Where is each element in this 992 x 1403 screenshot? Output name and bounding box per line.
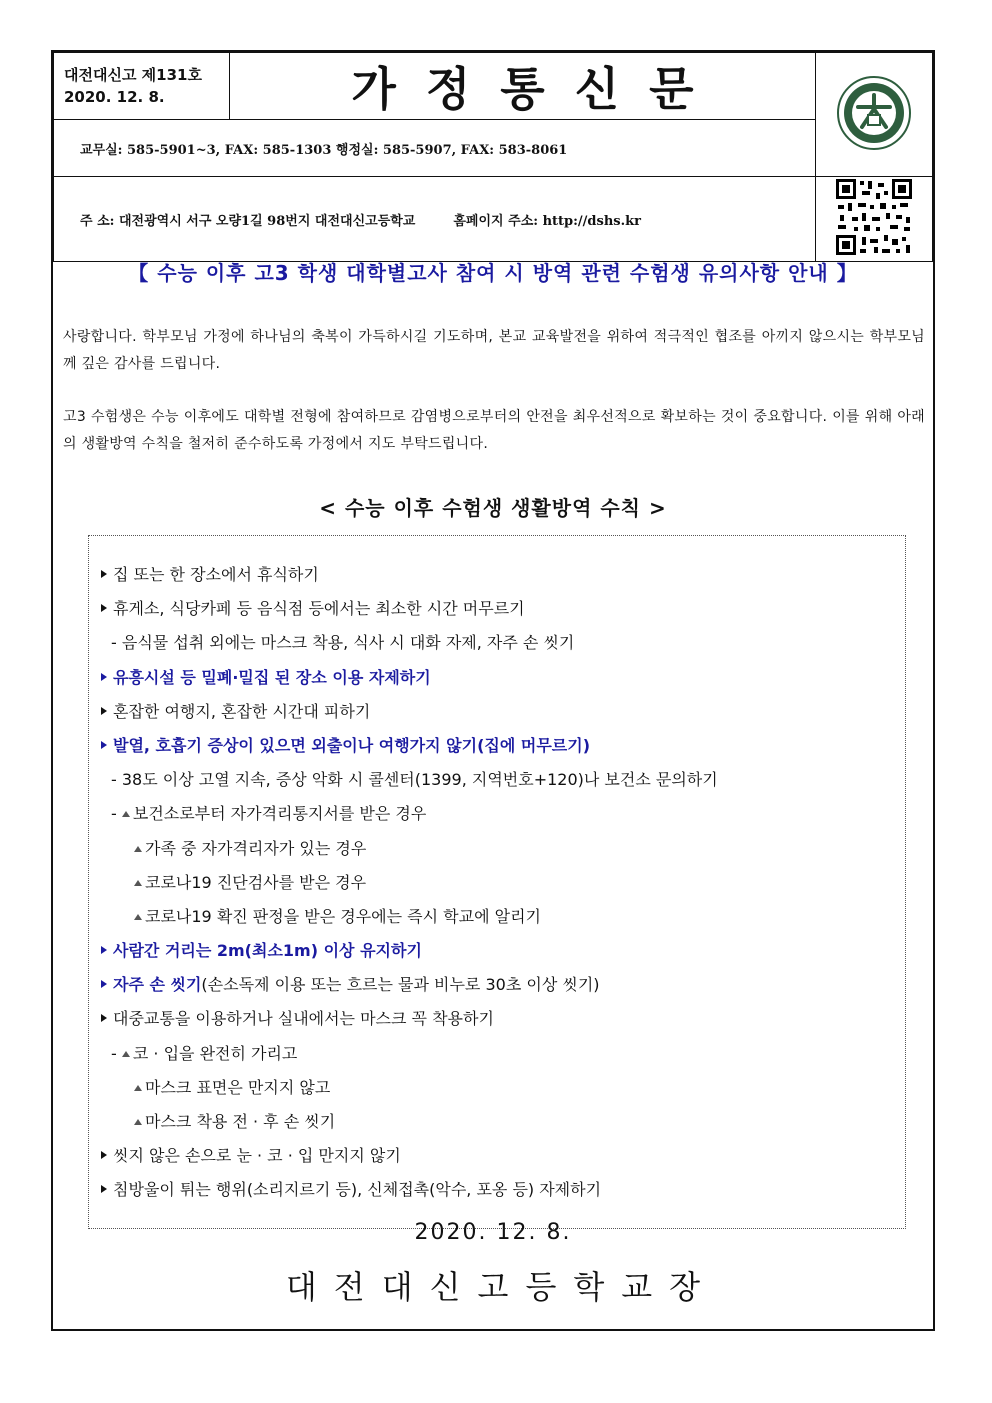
triangle-bullet-icon [122,811,130,817]
bullet-icon [101,946,107,954]
rule-item: 휴게소, 식당카페 등 음식점 등에서는 최소한 시간 머무르기 [101,592,905,626]
notice-title: 【 수능 이후 고3 학생 대학별고사 참여 시 방역 관련 수험생 유의사항 안내 】 [128,261,858,285]
triangle-bullet-icon [134,880,142,886]
bullet-icon [101,707,107,715]
bullet-icon [101,604,107,612]
bullet-icon [101,1014,107,1022]
rule-subitem: 가족 중 자가격리자가 있는 경우 [101,832,905,866]
bullet-icon [101,673,107,681]
header-table [53,52,933,262]
triangle-bullet-icon [134,846,142,852]
bullet-icon [101,570,107,578]
qr-cell [816,177,933,262]
page-title: 가정통신문 [230,53,816,120]
issue-number: 대전대신고 제131호 [64,66,202,84]
rule-subitem: - 보건소로부터 자가격리통지서를 받은 경우 [111,804,427,824]
triangle-bullet-icon [134,1119,142,1125]
issue-date: 2020. 12. 8. [64,88,165,106]
footer-date: 2020. 12. 8. [414,1220,572,1245]
rule-item: 발열, 호흡기 증상이 있으면 외출이나 여행가지 않기(집에 머무르기) [101,729,905,763]
bullet-icon [101,1151,107,1159]
homepage-link[interactable]: 홈페이지 주소: http://dshs.kr [453,213,641,229]
rule-item: 혼잡한 여행지, 혼잡한 시간대 피하기 [101,695,905,729]
qr-code-icon[interactable] [834,177,914,257]
rule-item: 집 또는 한 장소에서 휴식하기 [101,558,905,592]
intro-paragraph: 사랑합니다. 학부모님 가정에 하나님의 축복이 가득하시길 기도하며, 본교 교육발전을 위하여 적극적인 협조를 아끼지 않으시는 학부모님께 깊은 감사를 드립니다. [63,329,925,372]
school-emblem-icon [836,75,912,151]
rule-subitem: 마스크 표면은 만지지 않고 [101,1071,905,1105]
document-frame [51,50,935,1331]
rule-subitem: - 코 · 입을 완전히 가리고 [111,1043,298,1063]
issue-info [54,53,230,120]
rule-item: 대중교통을 이용하거나 실내에서는 마스크 꼭 착용하기 [101,1002,905,1036]
bullet-icon [101,1185,107,1193]
rules-box [88,535,906,1229]
rule-item: 유흥시설 등 밀폐·밀집 된 장소 이용 자제하기 [101,661,905,695]
signer: 대전대신고등학교장 [285,1268,718,1306]
rule-subitem: 코로나19 진단검사를 받은 경우 [101,866,905,900]
body-paragraph: 고3 수험생은 수능 이후에도 대학별 전형에 참여하므로 감염병으로부터의 안전을 최우선적으로 확보하는 것이 중요합니다. 이를 위해 아래의 생활방역 수칙을 철저히 준수하도록 가정에서 지도 부탁드립니다. [63,409,925,452]
address: 주 소: 대전광역시 서구 오량1길 98번지 대전대신고등학교 [80,213,416,229]
triangle-bullet-icon [134,1085,142,1091]
address-row [54,177,816,262]
bullet-icon [101,741,107,749]
bullet-icon [101,980,107,988]
triangle-bullet-icon [122,1051,130,1057]
rule-subitem: 마스크 착용 전 · 후 손 씻기 [101,1105,905,1139]
rule-item: 씻지 않은 손으로 눈 · 코 · 입 만지지 않기 [101,1139,905,1173]
rule-subitem: - 음식물 섭취 외에는 마스크 착용, 식사 시 대화 자제, 자주 손 씻기 [111,633,575,653]
rule-item: 사람간 거리는 2m(최소1m) 이상 유지하기 [101,934,905,968]
triangle-bullet-icon [134,914,142,920]
rule-subitem: - 38도 이상 고열 지속, 증상 악화 시 콜센터(1399, 지역번호+120)나 보건소 문의하기 [111,770,718,790]
rules-title: < 수능 이후 수험생 생활방역 수칙 > [319,496,667,520]
rule-item: 침방울이 튀는 행위(소리지르기 등), 신체접촉(악수, 포옹 등) 자제하기 [101,1173,905,1207]
logo-cell [816,53,933,177]
contact-info: 교무실: 585-5901~3, FAX: 585-1303 행정실: 585-5907, FAX: 583-8061 [54,120,816,177]
rule-item: 자주 손 씻기(손소독제 이용 또는 흐르는 물과 비누로 30초 이상 씻기) [101,968,905,1002]
rule-subitem: 코로나19 확진 판정을 받은 경우에는 즉시 학교에 알리기 [101,900,905,934]
